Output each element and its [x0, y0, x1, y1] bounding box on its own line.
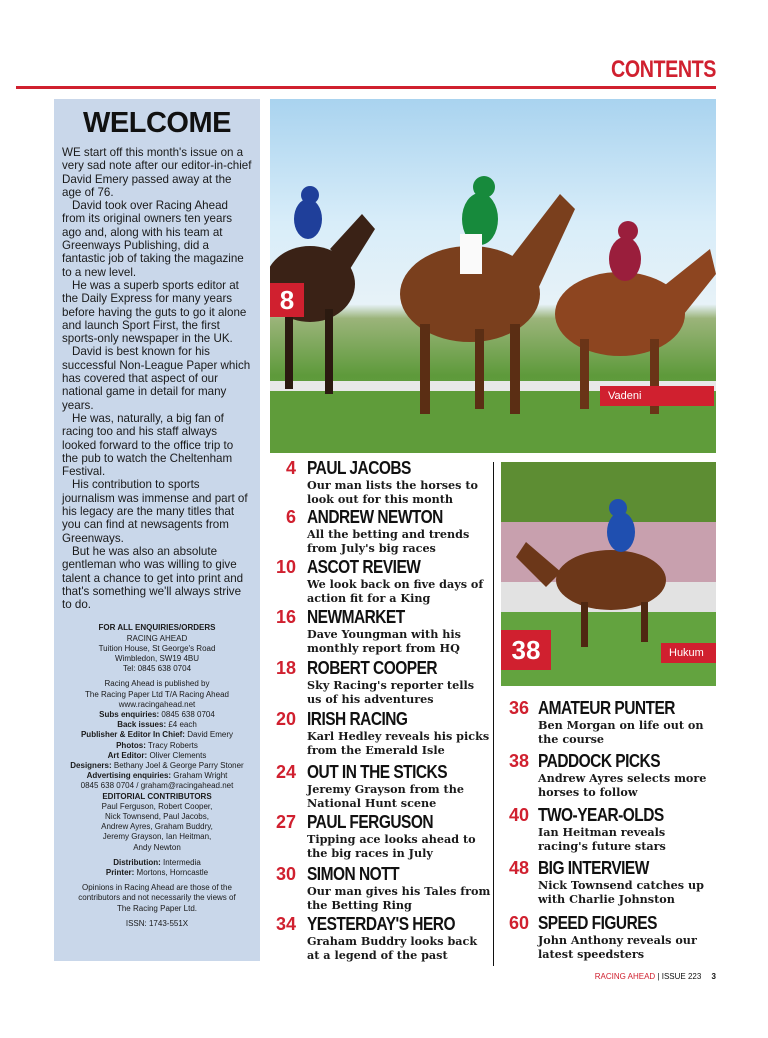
toc-title: BIG INTERVIEW: [538, 858, 649, 878]
toc-title: ASCOT REVIEW: [307, 557, 421, 577]
column-divider: [493, 462, 494, 966]
toc-description: Karl Hedley reveals his picks from the Emerald Isle: [307, 729, 490, 757]
secondary-race-photo[interactable]: [501, 462, 716, 686]
welcome-paragraph: David took over Racing Ahead from its original owners ten years ago and, along with his team at Greenways Publishing, did a fantastic job of taking the magazine to a new level.: [62, 199, 244, 279]
toc-page-number: 6: [285, 507, 296, 527]
toc-description: Andrew Ayres selects more horses to follow: [538, 771, 707, 799]
toc-page-number: 40: [508, 805, 529, 825]
imprint-label: Distribution:: [113, 857, 161, 867]
toc-title: OUT IN THE STICKS: [307, 762, 448, 782]
toc-title: PADDOCK PICKS: [538, 751, 661, 771]
imprint-label: Subs enquiries:: [99, 710, 160, 720]
photo-caption: Hukum: [661, 643, 716, 663]
toc-description: Jeremy Grayson from the National Hunt scene: [307, 782, 464, 810]
toc-title: ANDREW NEWTON: [307, 507, 443, 527]
imprint-company: RACING AHEAD: [126, 633, 188, 643]
imprint-address-line: Tuition House, St George's Road: [98, 643, 216, 653]
toc-title: NEWMARKET: [307, 607, 405, 627]
toc-title: PAUL JACOBS: [307, 458, 411, 478]
imprint-value: Bethany Joel & George Parry Stoner: [113, 761, 244, 771]
imprint-value: Intermedia: [162, 857, 201, 867]
toc-title: ROBERT COOPER: [307, 658, 438, 678]
imprint-contributors-line: Paul Ferguson, Robert Cooper,: [101, 801, 213, 811]
imprint-disclaimer-line: contributors and not necessarily the views of: [78, 893, 236, 903]
imprint-contributors-line: Jeremy Grayson, Ian Heitman,: [102, 832, 212, 842]
imprint-disclaimer-line: The Racing Paper Ltd.: [116, 903, 198, 913]
toc-page-number: 20: [275, 709, 296, 729]
imprint-published-line: The Racing Paper Ltd T/A Racing Ahead: [85, 689, 229, 699]
toc-title: IRISH RACING: [307, 709, 408, 729]
toc-description: Nick Townsend catches up with Charlie Johnston: [538, 878, 704, 906]
welcome-panel: [54, 99, 260, 961]
imprint-value: Graham Wright: [173, 771, 228, 781]
toc-page-number: 24: [275, 762, 296, 782]
toc-page-number: 27: [275, 812, 296, 832]
toc-page-number: 38: [508, 751, 529, 771]
toc-description: Dave Youngman with his monthly report from HQ: [307, 627, 461, 655]
imprint-contributors-heading: EDITORIAL CONTRIBUTORS: [102, 791, 212, 801]
welcome-paragraph: David is best known for his successful Non-League Paper which has covered that aspect of our national game in detail for many years.: [62, 345, 251, 412]
photo-page-badge: 8: [270, 283, 304, 317]
toc-page-number: 16: [275, 607, 296, 627]
imprint-value: Oliver Clements: [149, 750, 207, 760]
toc-description: Sky Racing's reporter tells us of his adventures: [307, 678, 475, 706]
toc-page-number: 4: [285, 458, 296, 478]
imprint-enquiries-heading: FOR ALL ENQUIRIES/ORDERS: [98, 623, 216, 633]
imprint-contributors-line: Nick Townsend, Paul Jacobs,: [105, 812, 209, 822]
footer-page-number: 3: [711, 972, 716, 981]
toc-description: John Anthony reveals our latest speedsters: [538, 933, 697, 961]
welcome-paragraph: His contribution to sports journalism was immense and part of his legacy are the many titles that you can find at newsagents from Greenways.: [62, 478, 248, 545]
toc-page-number: 36: [508, 698, 529, 718]
imprint-website: www.racingahead.net: [118, 699, 196, 709]
toc-title: SIMON NOTT: [307, 864, 400, 884]
imprint-disclaimer-line: Opinions in Racing Ahead are those of the: [82, 883, 232, 893]
toc-page-number: 60: [508, 913, 529, 933]
imprint-value: Tracy Roberts: [147, 740, 198, 750]
footer-separator: |: [657, 972, 660, 981]
toc-description: All the betting and trends from July's big races: [307, 527, 470, 555]
imprint-issn: ISSN: 1743-551X: [125, 918, 189, 928]
imprint: [62, 623, 252, 929]
toc-page-number: 30: [275, 864, 296, 884]
imprint-contributors-line: Andrew Ayres, Graham Buddry,: [101, 822, 213, 832]
imprint-address-line: Wimbledon, SW19 4BU: [114, 654, 200, 663]
toc-page-number: 48: [508, 858, 529, 878]
header-rule: [16, 86, 716, 89]
welcome-paragraph: But he was also an absolute gentleman who was willing to give talent a chance to get into print and that's something we'll always strive to do.: [62, 544, 244, 612]
welcome-paragraph: He was a superb sports editor at the Daily Express for many years before having the guts to go it alone and launch Sport First, the first sports-only newspaper in the UK.: [62, 278, 247, 346]
toc-description: Our man gives his Tales from the Betting Ring: [307, 884, 491, 912]
imprint-advertising-contact: 0845 638 0704 / graham@racingahead.net: [80, 781, 234, 791]
welcome-paragraph: WE start off this month's issue on a very sad note after our editor-in-chief David Emery passed away at the age of 76.: [62, 146, 252, 199]
toc-title: PAUL FERGUSON: [307, 812, 434, 832]
toc-description: We look back on five days of action fit for a King: [307, 577, 484, 605]
imprint-label: Advertising enquiries:: [86, 771, 172, 781]
imprint-label: Back issues:: [117, 720, 167, 730]
footer-brand: RACING AHEAD: [594, 972, 656, 981]
toc-description: Ian Heitman reveals racing's future stars: [538, 825, 666, 853]
imprint-label: Publisher & Editor In Chief:: [80, 730, 185, 740]
toc-title: SPEED FIGURES: [538, 913, 657, 933]
imprint-value: 0845 638 0704: [161, 710, 215, 720]
main-race-photo[interactable]: [270, 99, 716, 453]
footer-issue: ISSUE 223: [661, 972, 702, 981]
toc-description: Ben Morgan on life out on the course: [538, 718, 704, 746]
photo-caption: Vadeni: [600, 386, 714, 406]
imprint-label: Photos:: [116, 740, 146, 750]
imprint-contributors-line: Andy Newton: [133, 842, 181, 852]
page-footer: [595, 972, 716, 981]
imprint-tel: Tel: 0845 638 0704: [122, 664, 192, 674]
horse-center: [400, 176, 575, 414]
imprint-value: David Emery: [187, 730, 234, 740]
toc-title: TWO-YEAR-OLDS: [538, 805, 664, 825]
toc-page-number: 10: [275, 557, 296, 577]
toc-description: Graham Buddry looks back at a legend of the past: [307, 934, 478, 962]
toc-description: Tipping ace looks ahead to the big races in July: [307, 832, 476, 860]
imprint-value: Mortons, Horncastle: [136, 868, 209, 878]
imprint-label: Art Editor:: [107, 750, 148, 760]
page-title: CONTENTS: [611, 56, 716, 83]
imprint-label: Printer:: [105, 868, 135, 878]
photo-page-badge: 38: [501, 630, 551, 670]
welcome-paragraph: He was, naturally, a big fan of racing too and his staff always looked forward to the office trip to the pub to watch the Cheltenham Festival.: [62, 411, 234, 479]
welcome-heading: WELCOME: [83, 107, 231, 139]
imprint-value: £4 each: [168, 720, 197, 730]
imprint-published-line: Racing Ahead is published by: [104, 679, 210, 689]
toc-description: Our man lists the horses to look out for this month: [307, 478, 478, 506]
toc-page-number: 18: [275, 658, 296, 678]
toc-title: YESTERDAY'S HERO: [307, 914, 455, 934]
toc-page-number: 34: [275, 914, 296, 934]
toc-title: AMATEUR PUNTER: [538, 698, 675, 718]
imprint-label: Designers:: [70, 761, 112, 771]
